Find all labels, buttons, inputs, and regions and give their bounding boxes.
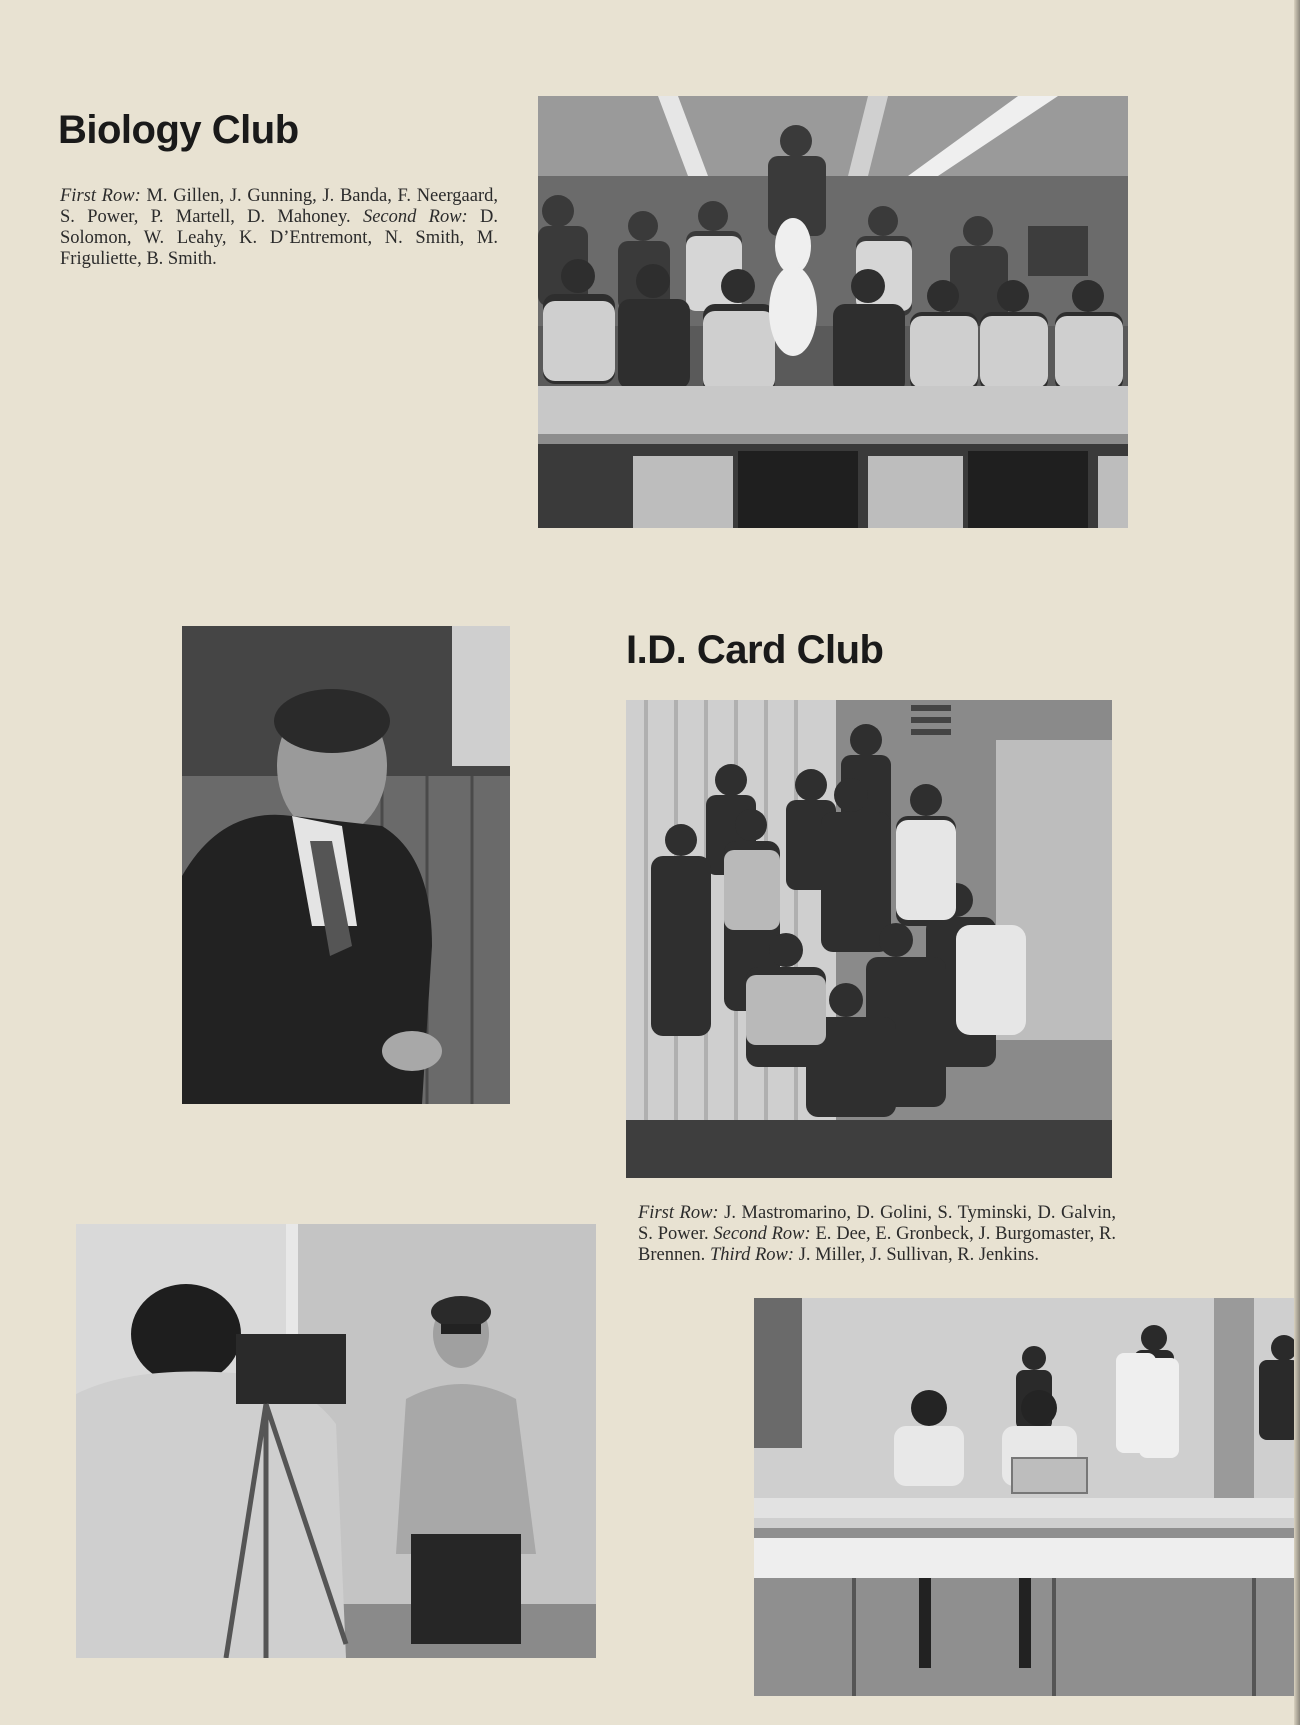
biology-club-title: Biology Club (58, 108, 299, 152)
page-edge (1294, 0, 1300, 1725)
id-photographer-image (76, 1224, 596, 1658)
id-card-table-image (754, 1298, 1300, 1696)
id-card-club-photo-image (626, 700, 1112, 1178)
first-row-names: J. Mastromarino, D. Golini, S. Tyminski, D. Galvin, S. Power. (638, 1203, 1117, 1244)
id-card-club-title: I.D. Card Club (626, 628, 884, 672)
second-row-label: Second Row: (362, 207, 468, 227)
third-row-label: Third Row: (709, 1245, 795, 1265)
second-row-names: D. Solomon, W. Leahy, K. D’Entremont, N. Smith, M. Friguliette, B. Smith. (60, 207, 499, 269)
second-row-label: Second Row: (713, 1224, 811, 1244)
biology-club-photo-image (538, 96, 1128, 528)
second-row-names: E. Dee, E. Gronbeck, J. Burgomaster, R. Brennen. (638, 1224, 1117, 1265)
biology-club-caption (60, 186, 498, 270)
id-card-club-group-photo (626, 700, 1112, 1178)
id-card-table-photo (754, 1298, 1300, 1696)
first-row-label: First Row: (60, 186, 141, 206)
advisor-portrait-image (182, 626, 510, 1104)
first-row-names: M. Gillen, J. Gunning, J. Banda, F. Neergaard, S. Power, P. Martell, D. Mahoney. (60, 186, 499, 227)
third-row-names: J. Miller, J. Sullivan, R. Jenkins. (798, 1245, 1039, 1265)
advisor-portrait-photo (182, 626, 510, 1104)
id-photographer-photo (76, 1224, 596, 1658)
biology-club-group-photo (538, 96, 1128, 528)
id-card-club-caption (638, 1203, 1116, 1266)
first-row-label: First Row: (638, 1203, 719, 1223)
